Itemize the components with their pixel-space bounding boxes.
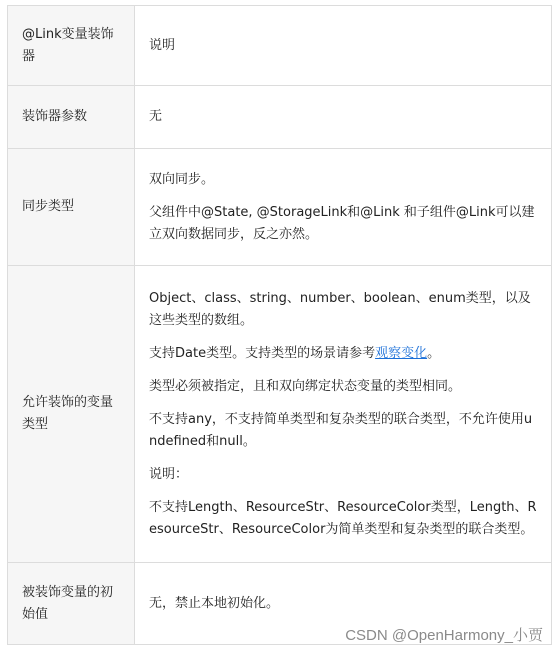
value-text: 说明 bbox=[149, 37, 176, 53]
value-text: 双向同步。 bbox=[149, 171, 215, 187]
value-text: 无 bbox=[149, 109, 163, 124]
table-row bbox=[8, 149, 552, 266]
row-value-sync-type bbox=[135, 149, 552, 266]
value-text: 无，禁止本地初始化。 bbox=[149, 595, 280, 611]
decorator-spec-table bbox=[7, 5, 552, 645]
row-value-decorator bbox=[135, 6, 552, 86]
value-text: Object、class、string、number、boolean、enum类型，以及这些类型的数组。 bbox=[149, 290, 531, 328]
value-text: 父组件中@State, @StorageLink和@Link 和子组件@Link可以建立双向数据同步，反之亦然。 bbox=[149, 204, 535, 242]
table-row bbox=[8, 6, 552, 86]
value-text: 。 bbox=[427, 345, 441, 361]
row-key-params: 装饰器参数 bbox=[8, 86, 135, 149]
row-key-decorator: @Link变量装饰器 bbox=[8, 6, 135, 86]
row-value-allowed-types bbox=[135, 266, 552, 563]
value-text-with-link bbox=[149, 343, 537, 365]
value-text: 不支持Length、ResourceStr、ResourceColor类型，Length、ResourceStr、ResourceColor为简单类型和复杂类型的联合类型。 bbox=[149, 499, 537, 537]
row-key-initial-value: 被装饰变量的初始值 bbox=[8, 563, 135, 645]
value-text: 类型必须被指定，且和双向绑定状态变量的类型相同。 bbox=[149, 378, 462, 394]
watermark: CSDN @OpenHarmony_小贾 bbox=[345, 627, 543, 644]
row-key-allowed-types: 允许装饰的变量类型 bbox=[8, 266, 135, 563]
value-text: 不支持any，不支持简单类型和复杂类型的联合类型，不允许使用undefined和null。 bbox=[149, 411, 533, 449]
row-key-sync-type: 同步类型 bbox=[8, 149, 135, 266]
table-row bbox=[8, 86, 552, 149]
value-text: 支持Date类型。支持类型的场景请参考 bbox=[149, 345, 376, 361]
observe-changes-link[interactable]: 观察变化 bbox=[375, 345, 428, 361]
row-value-params bbox=[135, 86, 552, 149]
table-row bbox=[8, 266, 552, 563]
value-text: 说明： bbox=[149, 466, 189, 482]
